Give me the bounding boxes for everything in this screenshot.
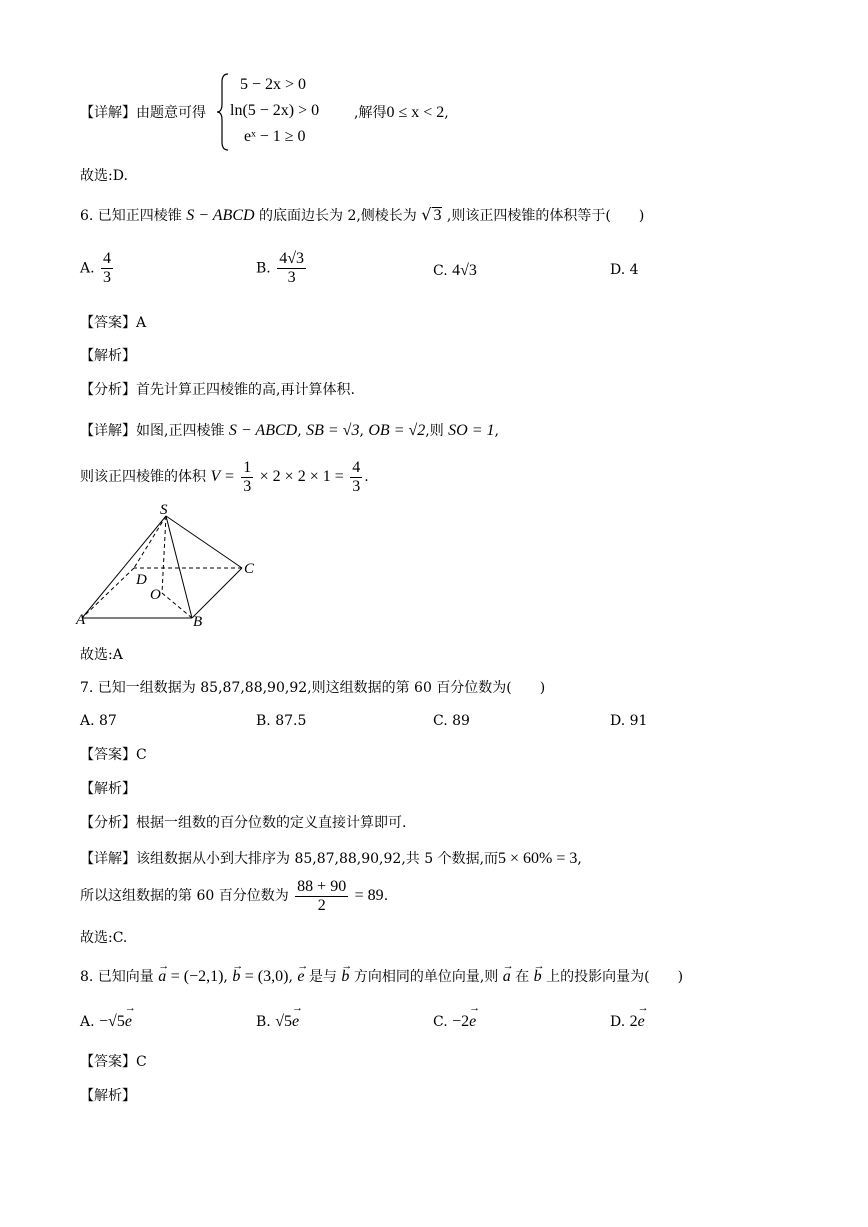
option-label: B.	[256, 260, 271, 277]
vector-b: → b	[341, 968, 349, 986]
q6-detail-then: ,则	[425, 423, 444, 439]
edge-so	[162, 516, 166, 593]
q8-answer: 【答案】C	[80, 1054, 147, 1070]
vector-e: → e	[469, 1013, 476, 1031]
q7-answer: 【答案】C	[80, 747, 147, 763]
vector-a: → a	[503, 968, 511, 986]
q7-stem: 7. 已知一组数据为 85,87,88,90,92,则这组数据的第 60 百分位数为( )	[80, 680, 546, 696]
fraction: $\frac{88 + 90}{2}$	[297, 877, 347, 914]
q7-result: 所以这组数据的第 60 百分位数为 $\frac{88 + 90}{2}$ = 89.	[80, 877, 389, 914]
pyramid-figure	[74, 500, 274, 635]
fraction: $\frac{4}{3}$	[103, 250, 112, 286]
q8-option-b: B. √5→ e	[256, 1013, 299, 1031]
q6-detail-so: SO = 1	[448, 422, 495, 439]
q6-detail-pyramid: S − ABCD	[228, 422, 298, 439]
label-c: C	[244, 561, 255, 577]
label-d: D	[136, 572, 147, 588]
q5-solve-result: 0 ≤ x < 2	[386, 104, 445, 121]
q6-stem-a: 6. 已知正四棱锥	[80, 208, 182, 224]
q5-eq-3: eˣ − 1 ≥ 0	[244, 128, 306, 145]
q5-eq-2: ln(5 − 2x) > 0	[230, 102, 320, 119]
q8-stem: 8. 已知向量 → a = (−2,1), → b = (3,0), → e 是与 → b 方向相同的单位向量,则 → a 在 → b 上的投影向量为( )	[80, 968, 683, 986]
q7-detail: 【详解】该组数据从小到大排序为 85,87,88,90,92,共 5 个数据,而5 × 60% = 3,	[80, 850, 582, 867]
vector-a: → a	[158, 968, 166, 986]
fraction: $\frac{4√3}{3}$	[279, 250, 304, 286]
left-brace-icon	[216, 72, 230, 152]
q5-eq-1: 5 − 2x > 0	[240, 76, 307, 93]
q6-stem-c: ,则该正四棱锥的体积等于( )	[446, 208, 645, 224]
vector-e: → e	[638, 1013, 645, 1031]
q6-volume-mid: × 2 × 2 × 1 =	[259, 468, 344, 485]
q6-choice: 故选:A	[80, 647, 123, 663]
fraction: $\frac{4}{3}$	[352, 458, 361, 495]
edge-da	[82, 568, 134, 618]
q6-option-c	[433, 262, 477, 280]
q6-analysis-title: 【解析】	[80, 348, 136, 364]
q5-comma: ,	[444, 105, 449, 121]
sqrt-icon: √	[421, 205, 432, 224]
q6-stem	[80, 206, 644, 225]
q7-option-d: D. 91	[610, 713, 648, 729]
q6-volume: 则该正四棱锥的体积 V = $\frac{1}{3}$ × 2 × 2 × 1 = $\frac{4}{3}$ .	[80, 458, 369, 495]
q7-detail-text: 【详解】该组数据从小到大排序为 85,87,88,90,92,共 5 个数据,而	[80, 851, 499, 867]
option-label: A.	[80, 260, 95, 277]
fraction: $\frac{1}{3}$	[243, 458, 252, 495]
q6-pyramid: S − ABCD	[186, 207, 255, 224]
q6-lateral: 3	[433, 207, 442, 224]
q6-stem-b: 的底面边长为 2,侧棱长为	[259, 208, 417, 224]
edge-bc	[192, 568, 242, 618]
option-value: 4√3	[452, 262, 477, 279]
q6-detail-ob: OB = √2	[368, 422, 426, 439]
edge-sd	[134, 516, 166, 568]
q5-solve-text: ,解得	[354, 105, 387, 121]
label-s: S	[160, 502, 168, 518]
vector-e: → e	[297, 968, 304, 986]
q6-option-b	[256, 250, 308, 287]
q7-option-b: B. 87.5	[256, 713, 307, 729]
option-label: D.	[610, 262, 626, 278]
q7-detail-math: 5 × 60% = 3	[498, 850, 578, 867]
q6-detail: 【详解】如图,正四棱锥 S − ABCD, SB = √3, OB = √2,则 SO = 1,	[80, 422, 499, 439]
vector-e: → e	[125, 1013, 132, 1031]
q8-option-c: C. −2→ e	[433, 1013, 476, 1031]
q5-detail-prefix: 【详解】由题意可得	[80, 105, 206, 121]
q7-analysis: 【分析】根据一组数的百分位数的定义直接计算即可.	[80, 815, 407, 831]
q7-option-a: A. 87	[80, 713, 117, 729]
label-o: O	[150, 587, 161, 603]
label-a: A	[76, 612, 86, 628]
vector-b: → b	[232, 968, 240, 986]
q7-choice: 故选:C.	[80, 930, 128, 946]
q8-analysis-title: 【解析】	[80, 1088, 136, 1104]
q6-volume-lhs: V =	[210, 468, 235, 485]
q7-option-c: C. 89	[433, 713, 470, 729]
q6-detail-sb: SB = √3	[306, 422, 360, 439]
q6-analysis: 【分析】首先计算正四棱锥的高,再计算体积.	[80, 382, 355, 398]
edge-ob	[162, 593, 192, 618]
q5-equation-system	[230, 72, 319, 150]
q6-answer: 【答案】A	[80, 315, 147, 331]
q6-volume-prefix: 则该正四棱锥的体积	[80, 469, 206, 485]
q8-option-a: A. −√5→ e	[80, 1013, 132, 1031]
label-b: B	[193, 614, 203, 630]
option-value: 4	[629, 262, 639, 278]
q7-result-prefix: 所以这组数据的第 60 百分位数为	[80, 888, 289, 904]
q5-choice: 故选:D.	[80, 168, 128, 184]
q7-result-val: = 89	[354, 887, 384, 904]
vector-e: → e	[292, 1013, 299, 1031]
q6-detail-a: 【详解】如图,正四棱锥	[80, 423, 225, 439]
vector-b: → b	[534, 968, 542, 986]
q7-analysis-title: 【解析】	[80, 781, 136, 797]
q6-option-d	[610, 262, 639, 278]
option-label: C.	[433, 263, 448, 279]
q6-option-a	[80, 250, 115, 287]
q5-solve	[354, 104, 449, 122]
q8-option-d: D. 2→ e	[610, 1013, 645, 1031]
